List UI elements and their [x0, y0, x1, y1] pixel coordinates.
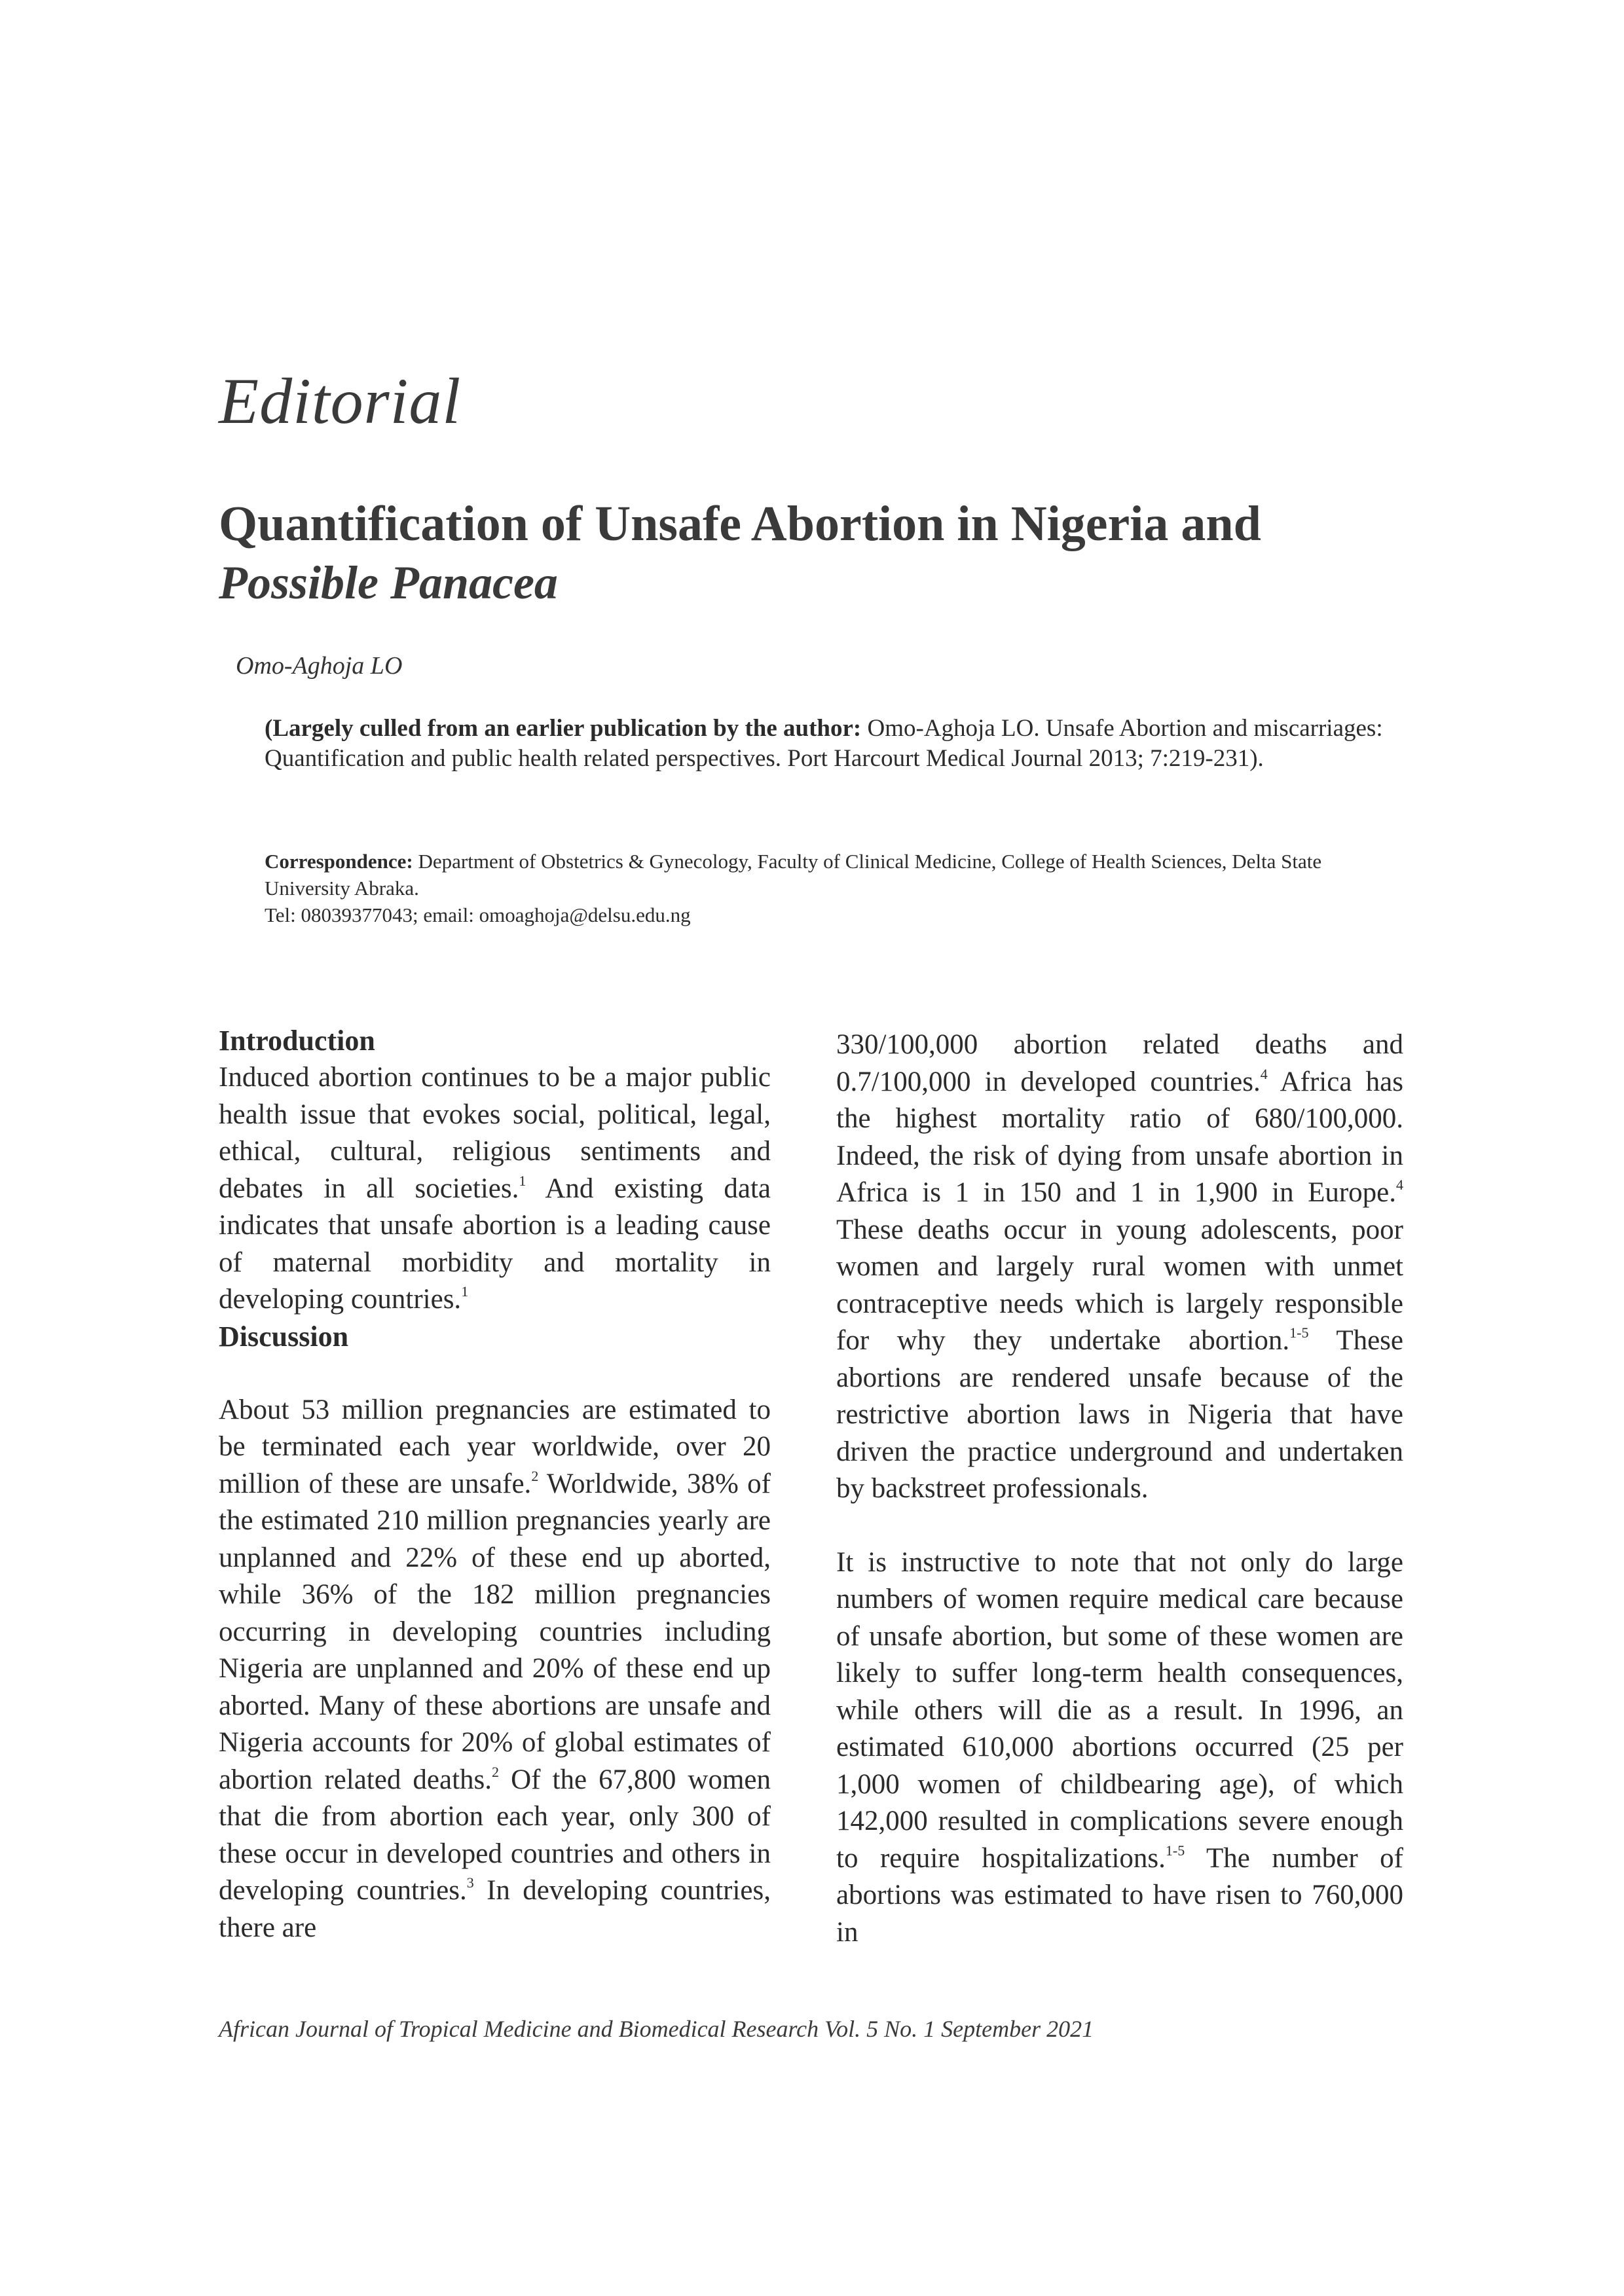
right-paragraph-1: 330/100,000 abortion related deaths and 0.7/100,000 in developed countries.$^4$ Africa has the highest mortality ratio of 680/100,000. Indeed, the risk of dying from unsafe abortion in Africa is 1 in 150 and 1 in 1,900 in Europe.$^4$ These deaths occur in young adolescents, poor women and largely rural women with unmet contraceptive needs which is largely responsible for why they undertake abortion.$^{1-5}$ These abortions are rendered unsafe because of the restrictive abortion laws in Nigeria that have driven the practice underground and undertaken by backstreet professionals. [836, 1029, 1403, 1504]
source-note [265, 714, 1407, 774]
citation: 4 [1396, 1176, 1403, 1193]
discussion-heading: Discussion [219, 1320, 349, 1353]
citation: 4 [1260, 1065, 1268, 1082]
citation: 1 [461, 1283, 469, 1300]
citation: 1-5 [1165, 1842, 1185, 1859]
citation: 2 [492, 1763, 499, 1780]
citation: 1 [519, 1172, 526, 1189]
correspondence-text: Department of Obstetrics & Gynecology, Faculty of Clinical Medicine, College of Health Sciences, Delta State University Abraka. [265, 850, 1322, 900]
citation: 2 [531, 1467, 539, 1484]
right-column [836, 1027, 1403, 1951]
title-subtitle: Possible Panacea [219, 556, 558, 609]
introduction-paragraph: Induced abortion continues to be a major public health issue that evokes social, political, legal, ethical, cultural, religious sentiments and debates in all societies.$^1$ And existing data indicates that unsafe abortion is a leading cause of maternal morbidity and mortality in developing countries.$^1$ [219, 1062, 771, 1315]
journal-footer: African Journal of Tropical Medicine and Biomedical Research Vol. 5 No. 1 September 2021 [219, 2016, 1094, 2042]
discussion-paragraph: About 53 million pregnancies are estimated to be terminated each year worldwide, over 20 million of these are unsafe.$^2$ Worldwide, 38% of the estimated 210 million pregnancies yearly are unplanned and 22% of these end up aborted, while 36% of the 182 million pregnancies occurring in developing countries including Nigeria are unplanned and 20% of these end up aborted. Many of these abortions are unsafe and Nigeria accounts for 20% of global estimates of abortion related deaths.$^2$ Of the 67,800 women that die from abortion each year, only 300 of these occur in developed countries and others in developing countries.$^3$ In developing countries, there are [219, 1394, 771, 1943]
right-paragraph-2: It is instructive to note that not only do large numbers of women require medical care because of unsafe abortion, but some of these women are likely to suffer long-term health consequences, while others will die as a result. In 1996, an estimated 610,000 abortions occurred (25 per 1,000 women of childbearing age), of which 142,000 resulted in complications severe enough to require hospitalizations.$^{1-5}$ The number of abortions was estimated to have risen to 760,000 in [836, 1546, 1404, 1948]
introduction-heading: Introduction [219, 1025, 375, 1057]
author-name: Omo-Aghoja LO [236, 652, 403, 680]
section-label: Editorial [219, 365, 462, 437]
title-main: Quantification of Unsafe Abortion in Nigeria and [219, 496, 1261, 551]
source-note-text: Omo-Aghoja LO. Unsafe Abortion and miscarriages: Quantification and public health related perspectives. Port Harcourt Medical Journal 2013; 7:219-231). [265, 715, 1383, 772]
source-note-lead: (Largely culled from an earlier publication by the author: [265, 715, 862, 742]
correspondence-address [265, 848, 1407, 902]
citation: 1-5 [1289, 1324, 1309, 1341]
citation: 3 [466, 1874, 474, 1891]
correspondence-contact: Tel: 08039377043; email: omoaghoja@delsu.edu.ng [265, 903, 691, 926]
left-column [219, 1023, 771, 1946]
correspondence-label: Correspondence: [265, 850, 413, 873]
article-title [219, 494, 1450, 612]
correspondence-block [265, 848, 1407, 928]
